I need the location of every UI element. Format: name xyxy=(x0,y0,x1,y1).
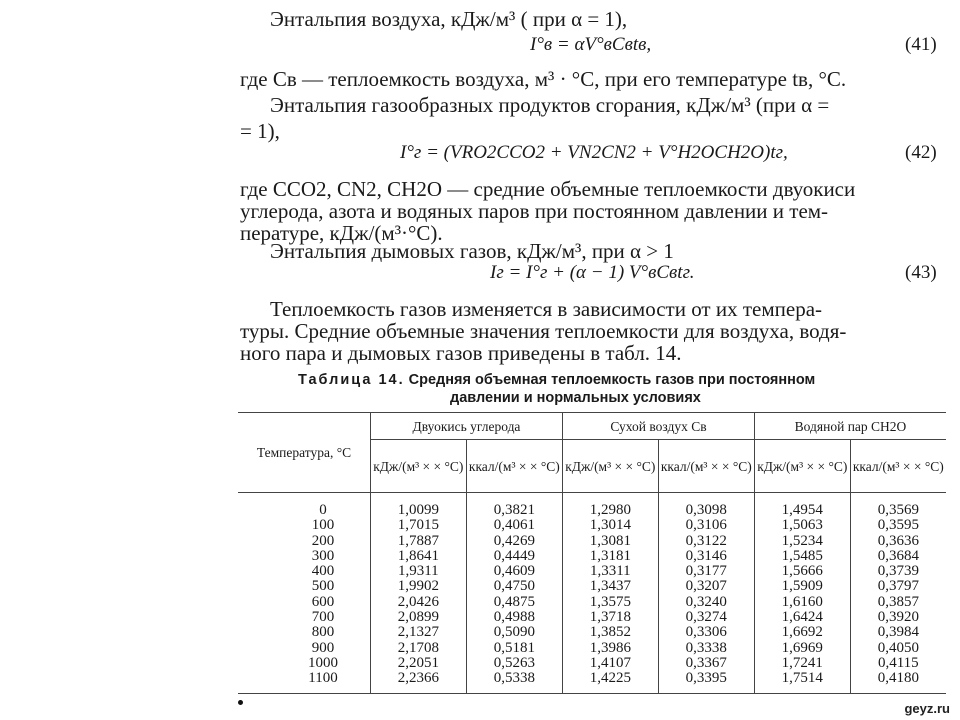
bullet-dot xyxy=(238,700,243,705)
value-cell: 0,3274 xyxy=(658,610,754,625)
table-body xyxy=(238,493,946,694)
paragraph-air-heat-capacity: где Cв — теплоемкость воздуха, м³ · °С, при его температуре tв, °С. xyxy=(240,67,847,91)
subheader-air-kj: кДж/(м³ × × °С) xyxy=(562,440,658,493)
table-caption-lead: Таблица 14. xyxy=(298,372,405,388)
value-cell: 0,4609 xyxy=(466,564,562,579)
equation-number-42: (42) xyxy=(905,142,937,163)
value-cell: 1,3718 xyxy=(562,610,658,625)
table-row xyxy=(238,493,946,519)
table-caption-text: Средняя объемная теплоемкость газов при постоянном xyxy=(408,372,816,388)
value-cell: 0,3177 xyxy=(658,564,754,579)
table-row xyxy=(238,518,946,533)
paragraph-flue-gas-enthalpy: Энтальпия дымовых газов, кДж/м³, при α > 1 xyxy=(270,239,674,263)
value-cell: 1,3081 xyxy=(562,534,658,549)
temperature-cell: 300 xyxy=(238,549,371,564)
temperature-cell: 800 xyxy=(238,625,371,640)
table-row xyxy=(238,610,946,625)
value-cell: 0,3684 xyxy=(850,549,946,564)
table-row xyxy=(238,579,946,594)
value-cell: 1,6692 xyxy=(754,625,850,640)
value-cell: 0,4180 xyxy=(850,671,946,693)
value-cell: 0,3797 xyxy=(850,579,946,594)
value-cell: 0,3338 xyxy=(658,641,754,656)
value-cell: 0,3306 xyxy=(658,625,754,640)
subheader-co2-kj: кДж/(м³ × × °С) xyxy=(371,440,467,493)
value-cell: 0,3146 xyxy=(658,549,754,564)
value-cell: 0,3636 xyxy=(850,534,946,549)
value-cell: 1,4225 xyxy=(562,671,658,693)
temperature-cell: 1100 xyxy=(238,671,371,693)
subheader-co2-kcal: ккал/(м³ × × °С) xyxy=(466,440,562,493)
value-cell: 1,3311 xyxy=(562,564,658,579)
value-cell: 0,4061 xyxy=(466,518,562,533)
table-row xyxy=(238,534,946,549)
paragraph-gas-enthalpy-line2: = 1), xyxy=(240,119,280,143)
value-cell: 0,4875 xyxy=(466,595,562,610)
formula-41: I°в = αV°вCвtв, xyxy=(530,34,652,55)
paragraph-air-enthalpy: Энтальпия воздуха, кДж/м³ ( при α = 1), xyxy=(270,7,628,31)
value-cell: 0,3569 xyxy=(850,493,946,519)
temperature-header: Температура, °С xyxy=(238,413,371,493)
value-cell: 2,0899 xyxy=(371,610,467,625)
paragraph-where-line2: углерода, азота и водяных паров при постоянном давлении и тем- xyxy=(240,199,829,223)
value-cell: 1,0099 xyxy=(371,493,467,519)
temperature-cell: 0 xyxy=(238,493,371,519)
table-row xyxy=(238,549,946,564)
value-cell: 1,7514 xyxy=(754,671,850,693)
value-cell: 2,1708 xyxy=(371,641,467,656)
formula-43: Iг = I°г + (α − 1) V°вCвtг. xyxy=(490,262,695,283)
table-row xyxy=(238,595,946,610)
value-cell: 0,3106 xyxy=(658,518,754,533)
subheader-vapor-kj: кДж/(м³ × × °С) xyxy=(754,440,850,493)
temperature-cell: 1000 xyxy=(238,656,371,671)
subheader-air-kcal: ккал/(м³ × × °С) xyxy=(658,440,754,493)
formula-42: I°г = (VRO2CCO2 + VN2CN2 + V°H2OCH2O)tг, xyxy=(400,142,788,163)
value-cell: 2,0426 xyxy=(371,595,467,610)
value-cell: 0,3240 xyxy=(658,595,754,610)
table-row xyxy=(238,625,946,640)
temperature-cell: 400 xyxy=(238,564,371,579)
value-cell: 1,2980 xyxy=(562,493,658,519)
temperature-cell: 700 xyxy=(238,610,371,625)
group-header-co2: Двуокись углерода xyxy=(371,413,563,440)
table-row xyxy=(238,656,946,671)
value-cell: 0,3857 xyxy=(850,595,946,610)
table-caption-line2: давлении и нормальных условиях xyxy=(450,390,701,406)
value-cell: 1,5485 xyxy=(754,549,850,564)
value-cell: 1,3852 xyxy=(562,625,658,640)
value-cell: 1,6424 xyxy=(754,610,850,625)
equation-number-43: (43) xyxy=(905,262,937,283)
value-cell: 1,5909 xyxy=(754,579,850,594)
value-cell: 1,6160 xyxy=(754,595,850,610)
value-cell: 1,6969 xyxy=(754,641,850,656)
heat-capacity-table xyxy=(238,412,946,694)
table-row xyxy=(238,671,946,693)
value-cell: 2,1327 xyxy=(371,625,467,640)
value-cell: 1,8641 xyxy=(371,549,467,564)
temperature-cell: 500 xyxy=(238,579,371,594)
value-cell: 0,5263 xyxy=(466,656,562,671)
value-cell: 0,3984 xyxy=(850,625,946,640)
value-cell: 1,7015 xyxy=(371,518,467,533)
value-cell: 0,3821 xyxy=(466,493,562,519)
value-cell: 0,4050 xyxy=(850,641,946,656)
temperature-cell: 600 xyxy=(238,595,371,610)
group-header-water-vapor: Водяной пар CH2O xyxy=(754,413,946,440)
table-caption xyxy=(298,372,815,388)
temperature-cell: 200 xyxy=(238,534,371,549)
value-cell: 1,9902 xyxy=(371,579,467,594)
value-cell: 0,3920 xyxy=(850,610,946,625)
value-cell: 0,3207 xyxy=(658,579,754,594)
value-cell: 1,7887 xyxy=(371,534,467,549)
value-cell: 1,5666 xyxy=(754,564,850,579)
value-cell: 0,4115 xyxy=(850,656,946,671)
temperature-cell: 100 xyxy=(238,518,371,533)
value-cell: 2,2051 xyxy=(371,656,467,671)
value-cell: 0,3739 xyxy=(850,564,946,579)
subheader-vapor-kcal: ккал/(м³ × × °С) xyxy=(850,440,946,493)
value-cell: 1,5063 xyxy=(754,518,850,533)
value-cell: 0,3395 xyxy=(658,671,754,693)
paragraph-heat-capacity-line1: Теплоемкость газов изменяется в зависимости от их темпера- xyxy=(270,297,823,321)
value-cell: 1,3437 xyxy=(562,579,658,594)
value-cell: 0,4449 xyxy=(466,549,562,564)
value-cell: 1,5234 xyxy=(754,534,850,549)
value-cell: 1,4107 xyxy=(562,656,658,671)
watermark: geyz.ru xyxy=(904,701,950,716)
value-cell: 0,3367 xyxy=(658,656,754,671)
value-cell: 2,2366 xyxy=(371,671,467,693)
temperature-cell: 900 xyxy=(238,641,371,656)
value-cell: 1,3014 xyxy=(562,518,658,533)
value-cell: 1,7241 xyxy=(754,656,850,671)
value-cell: 1,3575 xyxy=(562,595,658,610)
value-cell: 1,3181 xyxy=(562,549,658,564)
table-row xyxy=(238,641,946,656)
paragraph-heat-capacity-line3: ного пара и дымовых газов приведены в табл. 14. xyxy=(240,341,682,365)
value-cell: 1,9311 xyxy=(371,564,467,579)
value-cell: 0,5181 xyxy=(466,641,562,656)
value-cell: 0,4750 xyxy=(466,579,562,594)
paragraph-heat-capacity-line2: туры. Средние объемные значения теплоемкости для воздуха, водя- xyxy=(240,319,847,343)
value-cell: 0,3098 xyxy=(658,493,754,519)
group-header-dry-air: Сухой воздух Cв xyxy=(562,413,754,440)
value-cell: 0,5338 xyxy=(466,671,562,693)
paragraph-where-line1: где CCO2, CN2, CH2O — средние объемные теплоемкости двуокиси xyxy=(240,177,856,201)
paragraph-where-line3: пературе, кДж/(м³·°С). xyxy=(240,221,443,245)
paragraph-gas-enthalpy-line1: Энтальпия газообразных продуктов сгорания, кДж/м³ (при α = xyxy=(270,93,830,117)
value-cell: 0,3122 xyxy=(658,534,754,549)
table-row xyxy=(238,564,946,579)
value-cell: 0,4988 xyxy=(466,610,562,625)
value-cell: 0,4269 xyxy=(466,534,562,549)
value-cell: 1,3986 xyxy=(562,641,658,656)
value-cell: 0,3595 xyxy=(850,518,946,533)
value-cell: 1,4954 xyxy=(754,493,850,519)
value-cell: 0,5090 xyxy=(466,625,562,640)
equation-number-41: (41) xyxy=(905,34,937,55)
